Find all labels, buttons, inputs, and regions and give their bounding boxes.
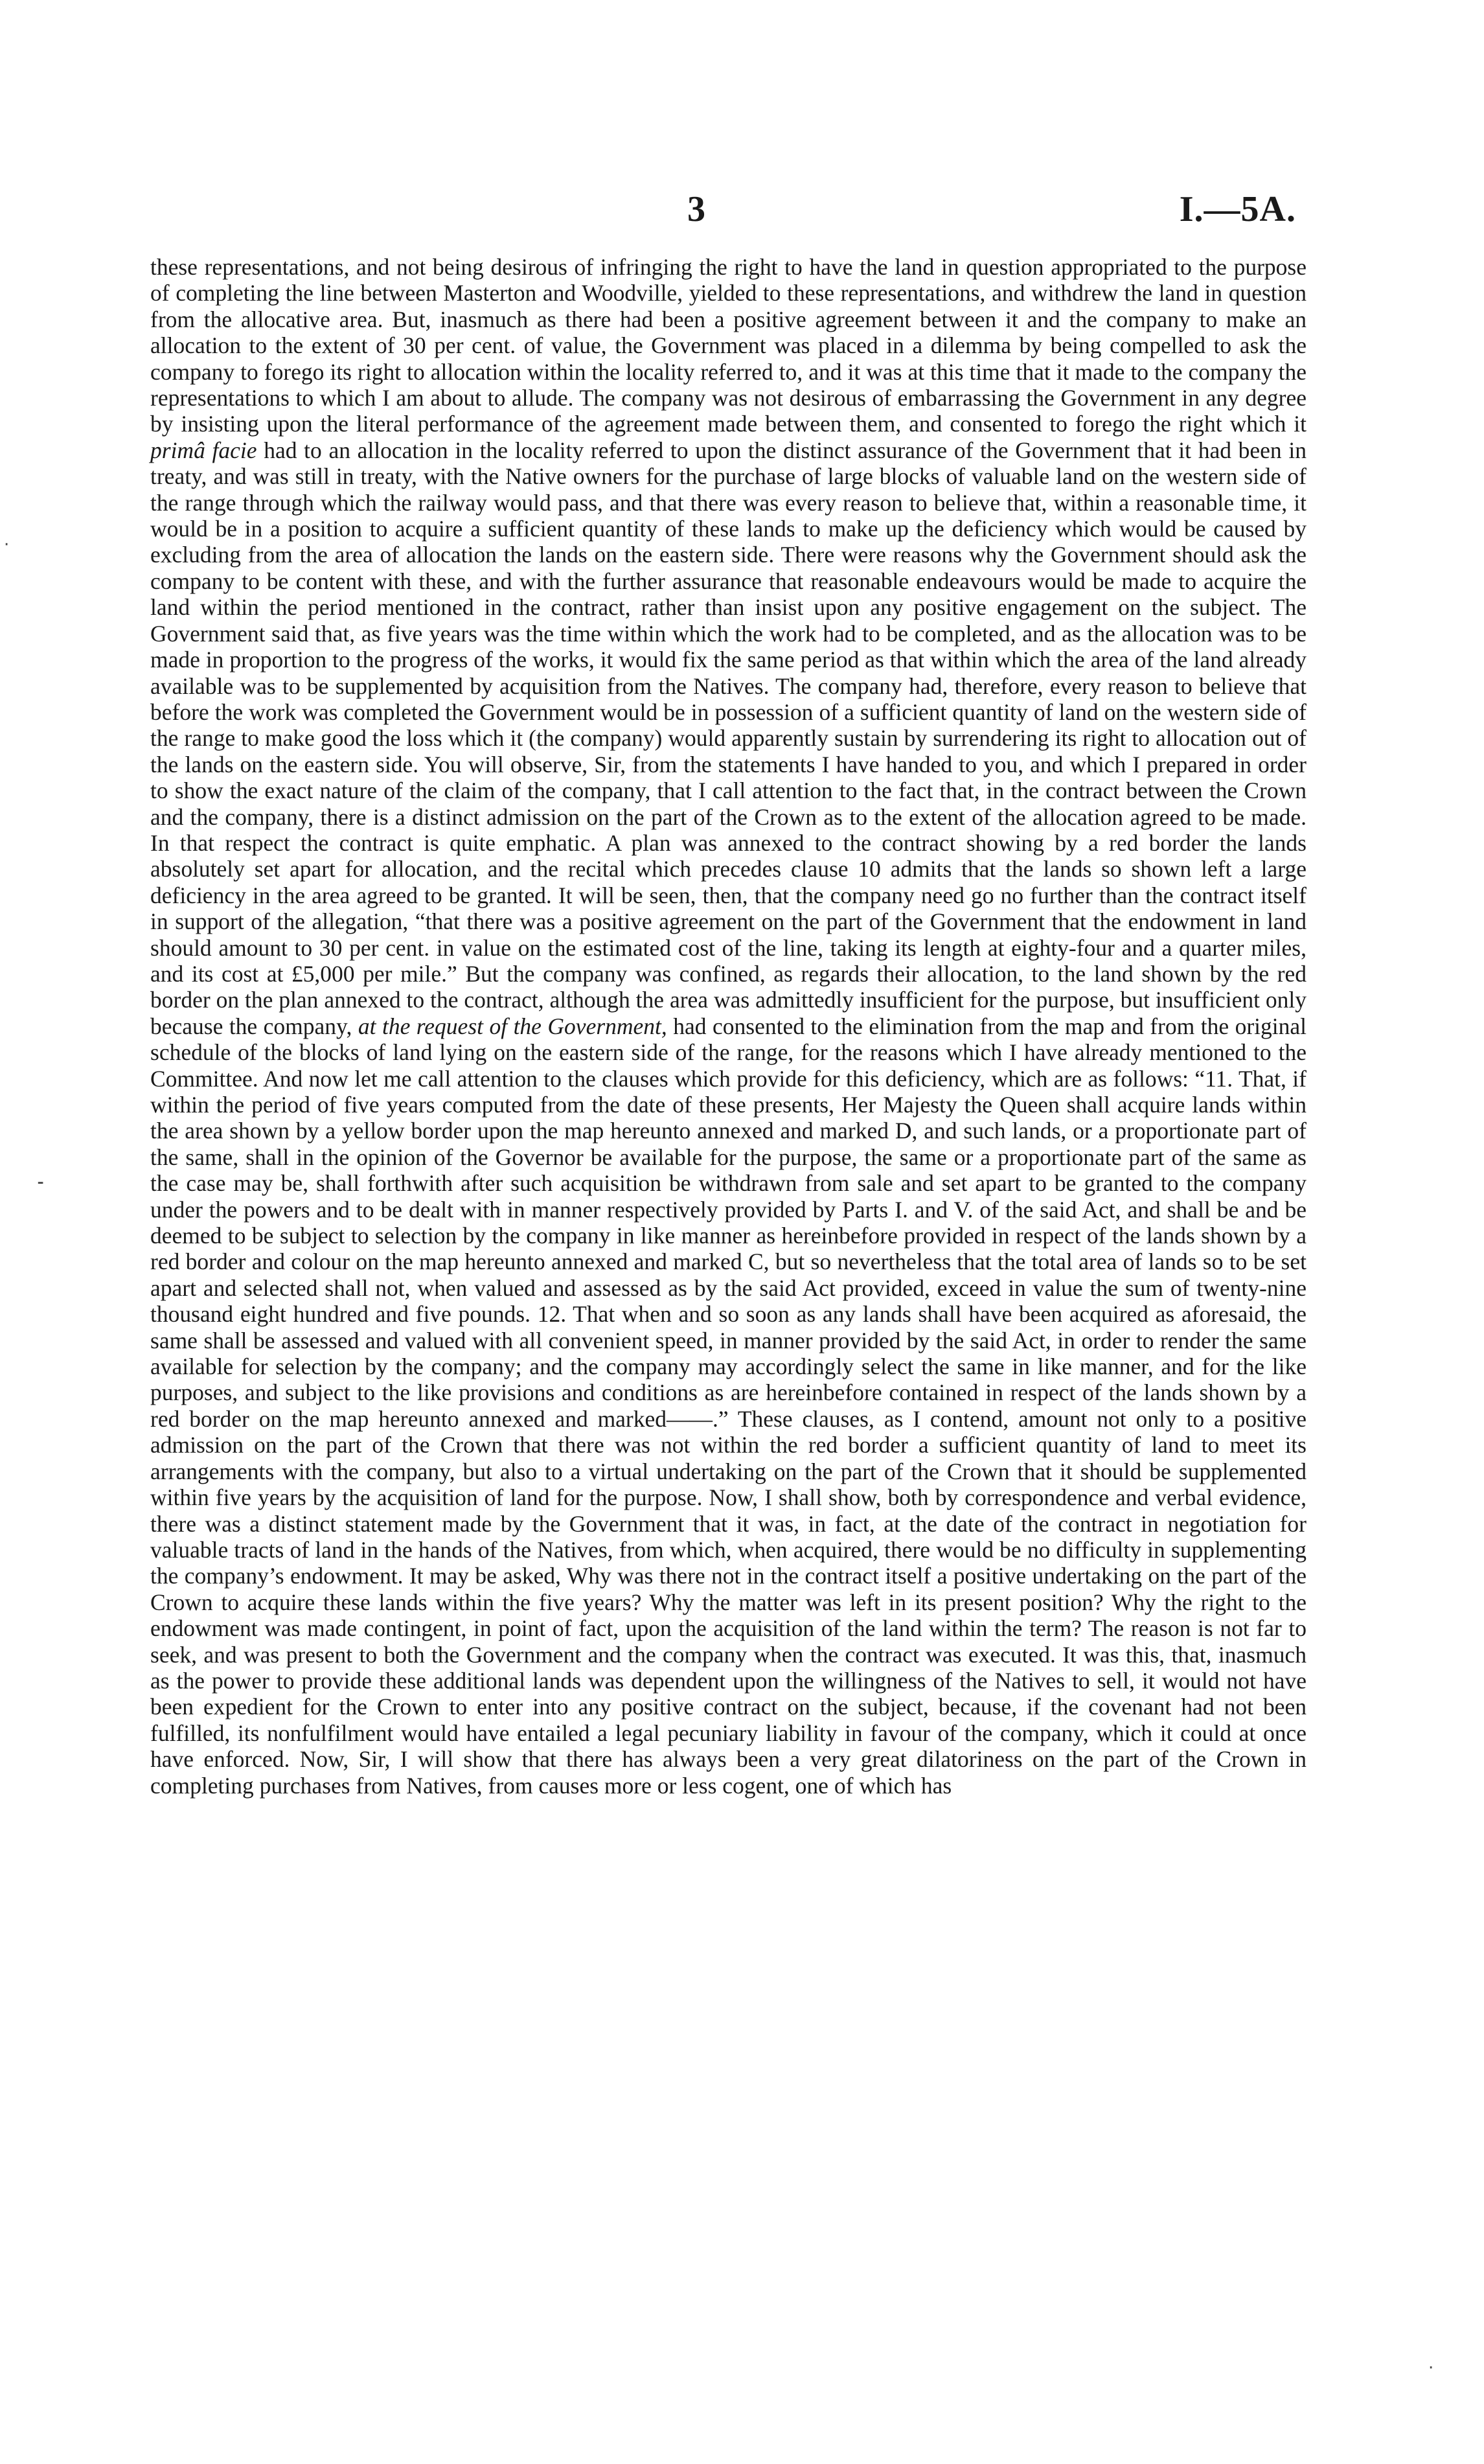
body-paragraph	[150, 254, 1307, 1799]
italic-phrase-prima-facie: primâ facie	[150, 437, 257, 463]
italic-phrase-at-request: at the request of the Government,	[358, 1013, 667, 1039]
page-number: 3	[687, 189, 705, 229]
margin-speck: ·	[4, 535, 10, 555]
text-segment-3: had consented to the elimination from the map and from the original schedule of the blocks of land lying on the eastern side of the range, for the reasons which I have already mentioned to the Committee. And now let me call attention to the clauses which provide for this deficiency, which are as follows: “11. That, if within the period of five years computed from the date of these presents, Her Majesty the Queen shall acquire lands within the area shown by a yellow border upon the map hereunto annexed and marked D, and such lands, or a proportionate part of the same, shall in the opinion of the Governor be available for the purpose, the same or a proportionate part of the same as the case may be, shall forthwith after such acquisition be withdrawn from sale and set apart to be granted to the company under the powers and to be dealt with in manner respectively provided by Parts I. and V. of the said Act, and shall be and be deemed to be subject to selection by the company in like manner as hereinbefore provided in respect of the lands shown by a red border and colour on the map hereunto annexed and marked C, but so nevertheless that the total area of lands so to be set apart and selected shall not, when valued and assessed as by the said Act provided, exceed in value the sum of twenty-nine thousand eight hundred and five pounds. 12. That when and so soon as any lands shall have been acquired as aforesaid, the same shall be assessed and valued with all convenient speed, in manner provided by the said Act, in order to render the same available for selection by the company; and the company may accordingly select the same in like manner, and for the like purposes, and subject to the like provisions and conditions as are hereinbefore contained in respect of the lands shown by a red border on the map hereunto annexed and marked——.” These clauses, as I contend, amount not only to a positive admission on the part of the Crown that there was not within the red border a sufficient quantity of land to meet its arrangements with the company, but also to a virtual undertaking on the part of the Crown that it should be supplemented within five years by the acquisition of land for the purpose. Now, I shall show, both by correspondence and verbal evidence, there was a distinct statement made by the Government that it was, in fact, at the date of the contract in negotiation for valuable tracts of land in the hands of the Natives, from which, when acquired, there would be no difficulty in supplementing the company’s endowment. It may be asked, Why was there not in the contract itself a positive undertaking on the part of the Crown to acquire these lands within the five years? Why the matter was left in its present position? Why the right to the endowment was made contingent, in point of fact, upon the acquisition of the land within the term? The reason is not far to seek, and was present to both the Government and the company when the contract was executed. It was this, that, inasmuch as the power to provide these additional lands was dependent upon the willingness of the Natives to sell, it would not have been expedient for the Crown to enter into any positive contract on the subject, because, if the covenant had not been fulfilled, its nonfulfilment would have entailed a legal pecuniary liability in favour of the company, which it could at once have enforced. Now, Sir, I will show that there has always been a very great dilatoriness on the part of the Crown in completing purchases from Natives, from causes more or less cogent, one of which has	[150, 1013, 1307, 1799]
page-header	[0, 187, 1484, 238]
margin-speck: ·	[1428, 2358, 1434, 2378]
body-text	[150, 254, 1307, 1799]
text-segment-2: had to an allocation in the locality referred to upon the distinct assurance of the Government that it had been in treaty, and was still in treaty, with the Native owners for the purchase of large blocks of valuable land on the western side of the range through which the railway would pass, and that there was every reason to believe that, within a reasonable time, it would be in a position to acquire a sufficient quantity of these lands to make up the deficiency which would be caused by excluding from the area of allocation the lands on the eastern side. There were reasons why the Government should ask the company to be content with these, and with the further assurance that reasonable endeavours would be made to acquire the land within the period mentioned in the contract, rather than insist upon any positive engagement on the subject. The Government said that, as five years was the time within which the work had to be completed, and as the allocation was to be made in proportion to the progress of the works, it would fix the same period as that within which the area of the land already available was to be supplemented by acquisition from the Natives. The company had, therefore, every reason to believe that before the work was completed the Government would be in possession of a sufficient quantity of land on the western side of the range to make good the loss which it (the company) would apparently sustain by surrendering its right to allocation out of the lands on the eastern side. You will observe, Sir, from the statements I have handed to you, and which I prepared in order to show the exact nature of the claim of the company, that I call attention to the fact that, in the contract between the Crown and the company, there is a distinct admission on the part of the Crown as to the extent of the allocation agreed to be made. In that respect the contract is quite emphatic. A plan was annexed to the contract showing by a red border the lands absolutely set apart for allocation, and the recital which precedes clause 10 admits that the lands so shown left a large deficiency in the area agreed to be granted. It will be seen, then, that the company need go no further than the contract itself in support of the allegation, “that there was a positive agreement on the part of the Government that the endowment in land should amount to 30 per cent. in value on the estimated cost of the line, taking its length at eighty-four and a quarter miles, and its cost at £5,000 per mile.” But the company was confined, as regards their allocation, to the land shown by the red border on the plan annexed to the contract, although the area was admittedly insufficient for the purpose, but insufficient only because the company,	[150, 437, 1307, 1039]
document-reference: I.—5A.	[1179, 189, 1296, 229]
text-segment-1: these representations, and not being desirous of infringing the right to have the land in question appropriated to the purpose of completing the line between Masterton and Woodville, yielded to these representations, and withdrew the land in question from the allocative area. But, inasmuch as there had been a positive agreement between it and the company to make an allocation to the extent of 30 per cent. of value, the Government was placed in a dilemma by being compelled to ask the company to forego its right to allocation within the locality referred to, and it was at this time that it made to the company the representations to which I am about to allude. The company was not desirous of embarrassing the Government in any degree by insisting upon the literal performance of the agreement made between them, and consented to forego the right which it	[150, 254, 1307, 437]
margin-speck: ⁃	[36, 1174, 45, 1193]
